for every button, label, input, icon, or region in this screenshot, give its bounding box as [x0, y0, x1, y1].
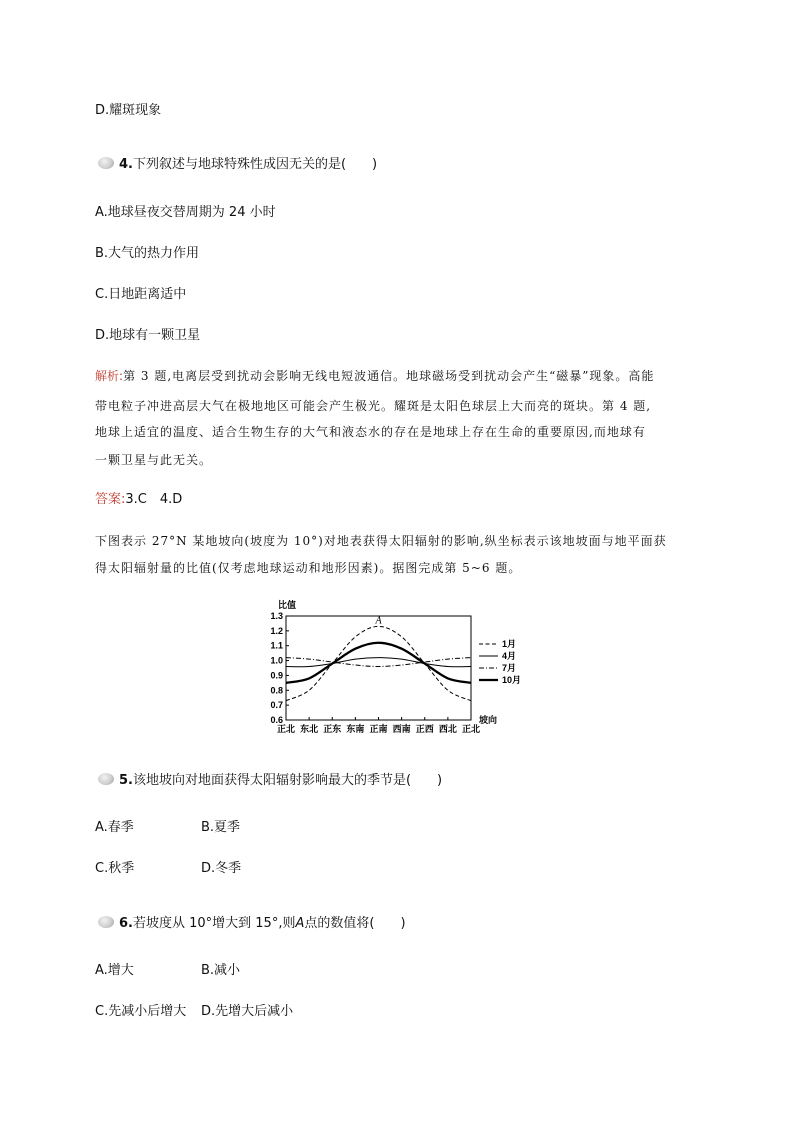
q4-option-d: D.地球有一颗卫星 [95, 328, 201, 343]
intro-line-2: 得太阳辐射量的比值(仅考虑地球运动和地形因素)。据图完成第 5~6 题。 [95, 561, 522, 575]
question-text: 若坡度从 10°增大到 15°,则 [132, 916, 296, 931]
point-a-label: A [295, 916, 305, 931]
q4-option-b: B.大气的热力作用 [95, 246, 200, 261]
question-bullet-icon [98, 916, 116, 928]
q4-option-c: C.日地距离适中 [95, 287, 187, 302]
y-tick-label: 1.0 [270, 655, 283, 666]
answer-line [95, 492, 182, 508]
x-tick-label: 正南 [369, 724, 388, 734]
legend-label: 1月 [502, 639, 517, 649]
series-line-4 [286, 643, 471, 683]
plot-frame [286, 616, 471, 720]
x-tick-label: 东北 [300, 724, 319, 734]
q5-option-row-2 [95, 861, 395, 877]
question-5-stem [98, 773, 442, 789]
q5-option-a: A.春季 [95, 820, 134, 835]
q5-option-c: C.秋季 [95, 861, 135, 876]
question-text: 下列叙述与地球特殊性成因无关的是( ) [132, 157, 378, 172]
question-text: 该地坡向对地面获得太阳辐射影响最大的季节是( ) [132, 773, 443, 788]
q5-option-row-1 [95, 820, 395, 836]
x-tick-label: 东南 [346, 724, 365, 734]
y-tick-label: 1.2 [270, 625, 283, 636]
answer-text: 3.C 4.D [125, 492, 183, 507]
legend-label: 7月 [502, 663, 517, 673]
q5-option-d: D.冬季 [201, 861, 242, 876]
series-line-2 [286, 658, 471, 667]
answer-colon: : [121, 492, 126, 507]
y-tick-label: 1.1 [270, 640, 283, 651]
y-tick-label: 0.6 [270, 715, 283, 725]
analysis-line-2: 带电粒子冲进高层大气在极地地区可能会产生极光。耀斑是太阳色球层上大而亮的斑块。第 4 题, [95, 399, 652, 413]
question-number: 5. [119, 773, 133, 788]
point-a-annotation: A [375, 615, 382, 627]
y-tick-label: 1.3 [270, 611, 283, 621]
series-line-3 [286, 658, 471, 667]
question-6-stem [98, 916, 406, 932]
question-bullet-icon [98, 773, 116, 785]
analysis-text: 第 3 题,电离层受到扰动会影响无线电短波通信。地球磁场受到扰动会产生“磁暴”现象。高能 [123, 369, 655, 383]
q5-option-b: B.夏季 [201, 820, 241, 835]
q6-option-d: D.先增大后减小 [201, 1004, 294, 1019]
question-4-stem [98, 157, 377, 173]
q4-option-a: A.地球昼夜交替周期为 24 小时 [95, 205, 276, 220]
analysis-line-1 [95, 368, 654, 384]
analysis-line-4: 一颗卫星与此无关。 [95, 453, 213, 467]
option-d-flare: D.耀斑现象 [95, 103, 162, 118]
analysis-line-3: 地球上适宜的温度、适合生物生存的大气和液态水的存在是地球上存在生命的重要原因,而地球有 [95, 425, 646, 439]
intro-line-1: 下图表示 27°N 某地坡向(坡度为 10°)对地表获得太阳辐射的影响,纵坐标表示该地坡面与地平面获 [95, 534, 667, 548]
x-tick-label: 正西 [415, 724, 434, 734]
x-tick-label: 西北 [438, 724, 457, 734]
x-tick-label: 正北 [276, 724, 296, 734]
answer-label: 答案 [95, 492, 122, 507]
x-tick-label: 正东 [323, 724, 342, 734]
y-tick-label: 0.9 [270, 670, 283, 681]
q6-option-row-1 [95, 963, 395, 979]
legend-label: 4月 [502, 651, 517, 661]
q6-option-b: B.减小 [201, 963, 241, 978]
legend-label: 10月 [502, 675, 522, 685]
analysis-colon: : [119, 369, 124, 383]
q6-option-row-2 [95, 1004, 395, 1020]
analysis-label: 解析 [95, 369, 120, 383]
x-axis-title: 坡向 [479, 715, 498, 725]
y-tick-label: 0.7 [270, 700, 283, 711]
q6-option-c: C.先减小后增大 [95, 1004, 187, 1019]
radiation-ratio-chart [262, 592, 522, 742]
y-tick-label: 0.8 [270, 685, 283, 696]
y-axis-title: 比值 [278, 600, 297, 610]
question-text-end: 点的数值将( ) [304, 916, 406, 931]
q6-option-a: A.增大 [95, 963, 134, 978]
question-number: 6. [119, 916, 133, 931]
x-tick-label: 西南 [392, 724, 411, 734]
x-tick-label: 正北 [461, 724, 481, 734]
series-line-1 [286, 626, 471, 700]
question-number: 4. [119, 157, 133, 172]
question-bullet-icon [98, 157, 116, 169]
